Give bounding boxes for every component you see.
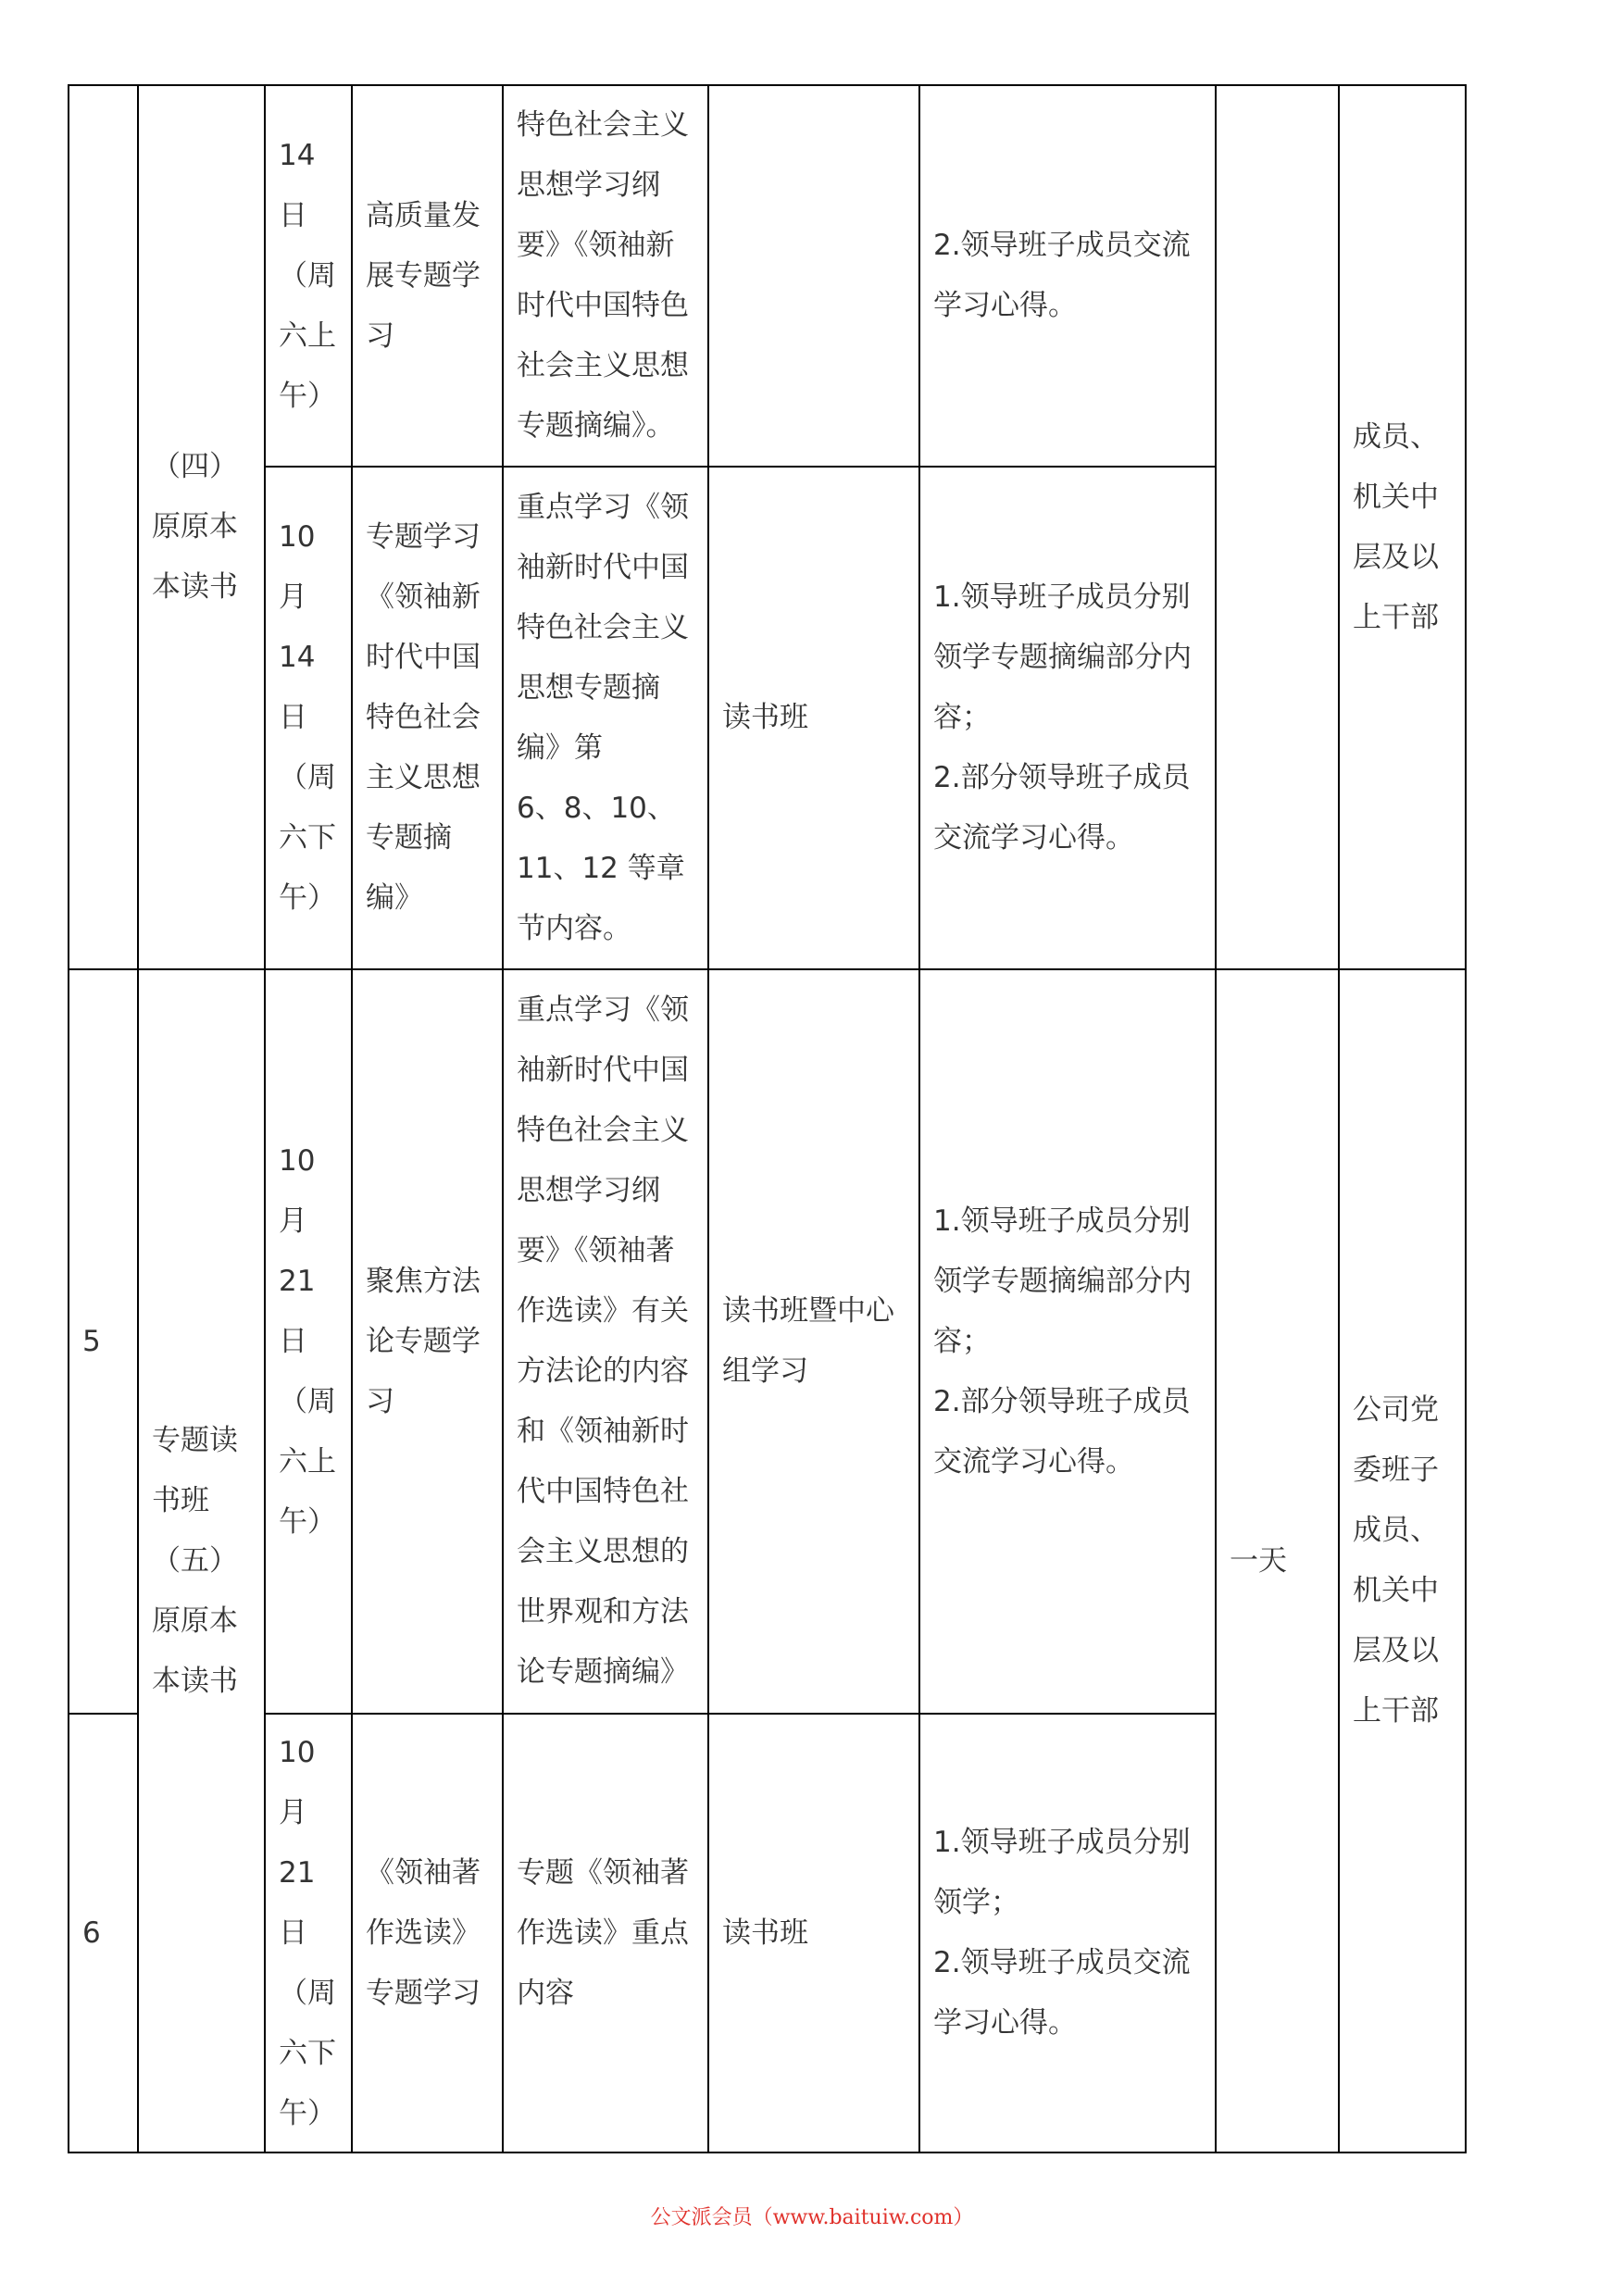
participants-cell bbox=[1339, 969, 1466, 2152]
topic-cell bbox=[352, 85, 503, 467]
date-text: 14 日 （周 六上 午） bbox=[279, 138, 336, 413]
content-text: 重点学习《领 袖新时代中国 特色社会主义 思想专题摘 编》第 6、8、10、 11、12 等章 节内容。 bbox=[517, 490, 689, 945]
seq-cell bbox=[69, 969, 138, 1714]
date-cell bbox=[265, 467, 352, 969]
table-row bbox=[69, 969, 1466, 1714]
course-name-text: 专题读 书班 （五） 原原本 本读书 bbox=[152, 1423, 238, 1698]
method-text: 读书班 bbox=[722, 701, 808, 734]
method-cell bbox=[708, 467, 919, 969]
date-text: 10 月 21 日 （周 六上 午） bbox=[279, 1143, 336, 1539]
content-cell bbox=[503, 467, 708, 969]
participants-cell bbox=[1339, 85, 1466, 969]
topic-cell bbox=[352, 969, 503, 1714]
seq-cell bbox=[69, 85, 138, 969]
topic-text: 聚焦方法 论专题学 习 bbox=[366, 1264, 481, 1418]
steps-text: 2.领导班子成员交流 学习心得。 bbox=[933, 229, 1191, 322]
participants-text: 公司党 委班子 成员、 机关中 层及以 上干部 bbox=[1353, 1393, 1439, 1728]
duration-cell bbox=[1216, 85, 1339, 969]
method-cell bbox=[708, 1714, 919, 2152]
date-text: 10 月 21 日 （周 六下 午） bbox=[279, 1735, 336, 2130]
method-cell bbox=[708, 969, 919, 1714]
steps-cell bbox=[919, 969, 1216, 1714]
content-text: 专题《领袖著 作选读》重点 内容 bbox=[517, 1855, 689, 2010]
topic-text: 《领袖著 作选读》 专题学习 bbox=[366, 1855, 481, 2010]
topic-cell bbox=[352, 1714, 503, 2152]
steps-cell bbox=[919, 1714, 1216, 2152]
content-text: 重点学习《领 袖新时代中国 特色社会主义 思想学习纲 要》《领袖著 作选读》有关 方法论的内容 和《领袖新时 代中国特色社 会主义思想的 世界观和方法 论专题摘编》 bbox=[517, 993, 689, 1689]
steps-cell bbox=[919, 85, 1216, 467]
seq-text: 6 bbox=[82, 1915, 101, 1950]
steps-text: 1.领导班子成员分别 领学专题摘编部分内 容； 2.部分领导班子成员 交流学习心得。 bbox=[933, 1204, 1192, 1479]
content-cell bbox=[503, 1714, 708, 2152]
topic-text: 专题学习 《领袖新 时代中国 特色社会 主义思想 专题摘 编》 bbox=[366, 520, 481, 915]
schedule-table bbox=[68, 84, 1467, 2153]
topic-text: 高质量发 展专题学 习 bbox=[366, 198, 481, 353]
topic-cell bbox=[352, 467, 503, 969]
method-text: 读书班 bbox=[722, 1915, 808, 1950]
course-name-cell bbox=[138, 969, 265, 2152]
date-cell bbox=[265, 969, 352, 1714]
duration-cell bbox=[1216, 969, 1339, 2152]
content-cell bbox=[503, 969, 708, 1714]
steps-text: 1.领导班子成员分别 领学； 2.领导班子成员交流 学习心得。 bbox=[933, 1826, 1191, 2040]
duration-text: 一天 bbox=[1230, 1543, 1287, 1578]
seq-text: 5 bbox=[82, 1324, 101, 1358]
content-cell bbox=[503, 85, 708, 467]
course-name-text: （四） 原原本 本读书 bbox=[152, 450, 238, 604]
steps-text: 1.领导班子成员分别 领学专题摘编部分内 容； 2.部分领导班子成员 交流学习心得。 bbox=[933, 580, 1192, 855]
course-name-cell bbox=[138, 85, 265, 969]
date-cell bbox=[265, 1714, 352, 2152]
footer-watermark: 公文派会员（www.baituiw.com） bbox=[650, 2206, 974, 2229]
seq-cell bbox=[69, 1714, 138, 2152]
date-text: 10 月 14 日 （周 六下 午） bbox=[279, 520, 336, 915]
content-text: 特色社会主义 思想学习纲 要》《领袖新 时代中国特色 社会主义思想 专题摘编》。 bbox=[517, 108, 689, 443]
participants-text: 成员、 机关中 层及以 上干部 bbox=[1353, 419, 1439, 634]
steps-cell bbox=[919, 467, 1216, 969]
table-row bbox=[69, 85, 1466, 467]
date-cell bbox=[265, 85, 352, 467]
method-cell bbox=[708, 85, 919, 467]
method-text: 读书班暨中心 组学习 bbox=[722, 1294, 894, 1388]
